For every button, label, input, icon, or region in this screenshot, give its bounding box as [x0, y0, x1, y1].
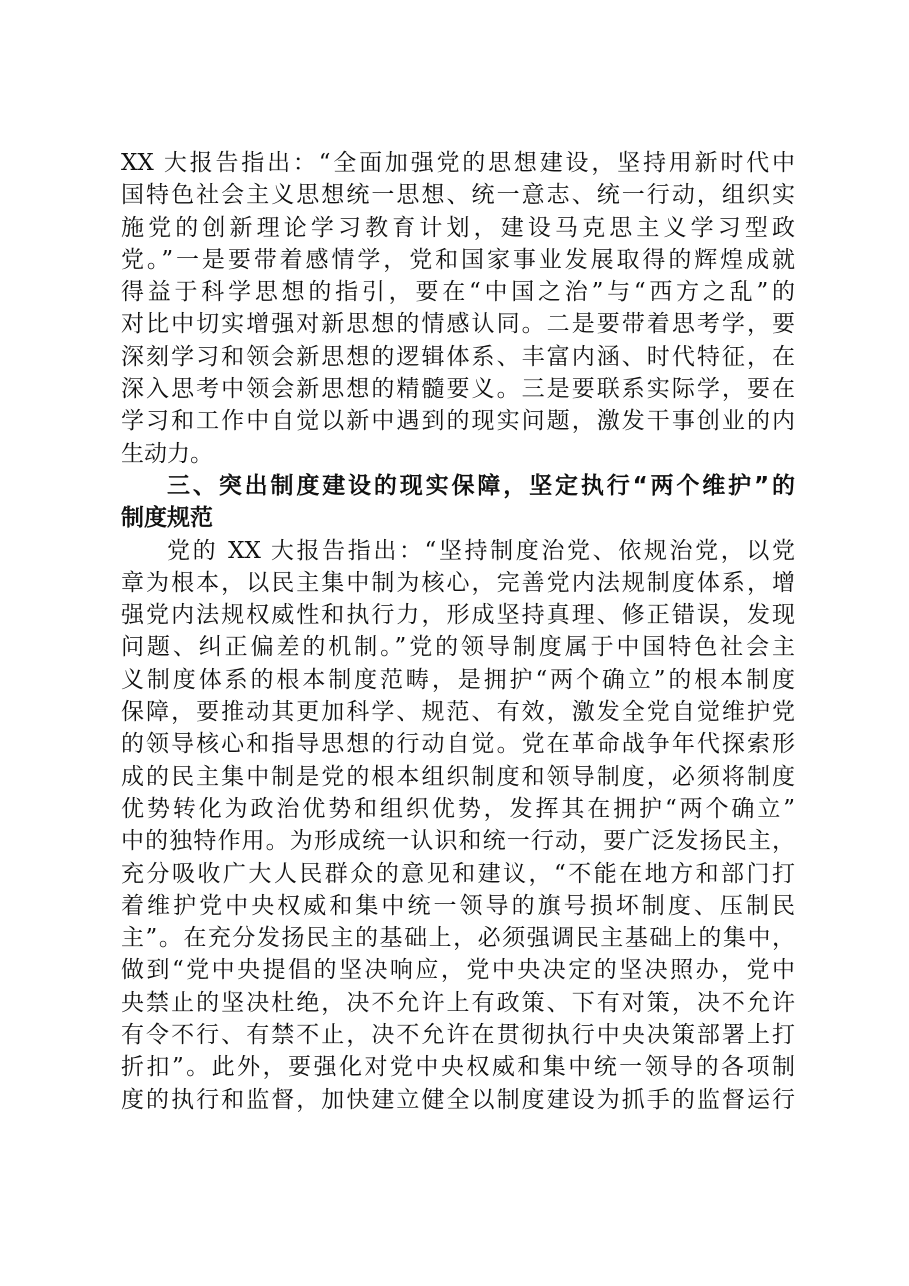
text-line: 学习和工作中自觉以新中遇到的现实问题，激发干事创业的内	[121, 408, 795, 435]
body-paragraph-2	[121, 535, 795, 1116]
text-line: 国特色社会主义思想统一思想、统一意志、统一行动，组织实	[121, 182, 795, 209]
text-line: 施党的创新理论学习教育计划，建设马克思主义学习型政	[121, 214, 795, 241]
text-line: 充分吸收广大人民群众的意见和建议，“不能在地方和部门打	[121, 860, 795, 887]
text-line: 的领导核心和指导思想的行动自觉。党在革命战争年代探索形	[121, 731, 795, 758]
text-line: 度的执行和监督，加快建立健全以制度建设为抓手的监督运行	[121, 1086, 795, 1113]
text-line: 成的民主集中制是党的根本组织制度和领导制度，必须将制度	[121, 763, 795, 790]
text-line: 党。”一是要带着感情学，党和国家事业发展取得的辉煌成就	[121, 246, 795, 273]
text-line: 强党内法规权威性和执行力，形成坚持真理、修正错误，发现	[121, 602, 795, 629]
text-line: 深入思考中领会新思想的精髓要义。三是要联系实际学，要在	[121, 376, 795, 403]
text-line: 得益于科学思想的指引，要在“中国之治”与“西方之乱”的	[121, 279, 795, 306]
text-line: 央禁止的坚决杜绝，决不允许上有政策、下有对策，决不允许	[121, 989, 795, 1016]
text-line: 有令不行、有禁不止，决不允许在贯彻执行中央决策部署上打	[121, 1022, 795, 1049]
text-line: 做到“党中央提倡的坚决响应，党中央决定的坚决照办，党中	[121, 957, 795, 984]
text-line: 中的独特作用。为形成统一认识和统一行动，要广泛发扬民主，	[121, 828, 795, 855]
text-line: 折扣”。此外，要强化对党中央权威和集中统一领导的各项制	[121, 1054, 795, 1081]
text-line: 问题、纠正偏差的机制。”党的领导制度属于中国特色社会主	[121, 634, 795, 661]
text-line: 党的 XX 大报告指出：“坚持制度治党、依规治党，以党	[167, 537, 795, 564]
text-line: 对比中切实增强对新思想的情感认同。二是要带着思考学，要	[121, 311, 795, 338]
text-line: 着维护党中央权威和集中统一领导的旗号损坏制度、压制民	[121, 892, 795, 919]
text-line: 生动力。	[121, 440, 213, 467]
body-paragraph-1	[121, 147, 795, 470]
text-line: 深刻学习和领会新思想的逻辑体系、丰富内涵、时代特征，在	[121, 343, 795, 370]
text-line: 章为根本，以民主集中制为核心，完善党内法规制度体系，增	[121, 569, 795, 596]
text-line: XX 大报告指出：“全面加强党的思想建设，坚持用新时代中	[121, 150, 795, 176]
section-heading	[121, 470, 795, 535]
heading-line: 制度规范	[121, 505, 213, 532]
heading-line: 三、突出制度建设的现实保障，坚定执行“两个维护”的	[167, 472, 795, 499]
document-page	[121, 147, 795, 1116]
text-line: 优势转化为政治优势和组织优势，发挥其在拥护“两个确立”	[121, 795, 795, 822]
text-line: 保障，要推动其更加科学、规范、有效，激发全党自觉维护党	[121, 699, 795, 726]
text-line: 主”。在充分发扬民主的基础上，必须强调民主基础上的集中，	[121, 925, 795, 952]
text-line: 义制度体系的根本制度范畴，是拥护“两个确立”的根本制度	[121, 666, 795, 693]
